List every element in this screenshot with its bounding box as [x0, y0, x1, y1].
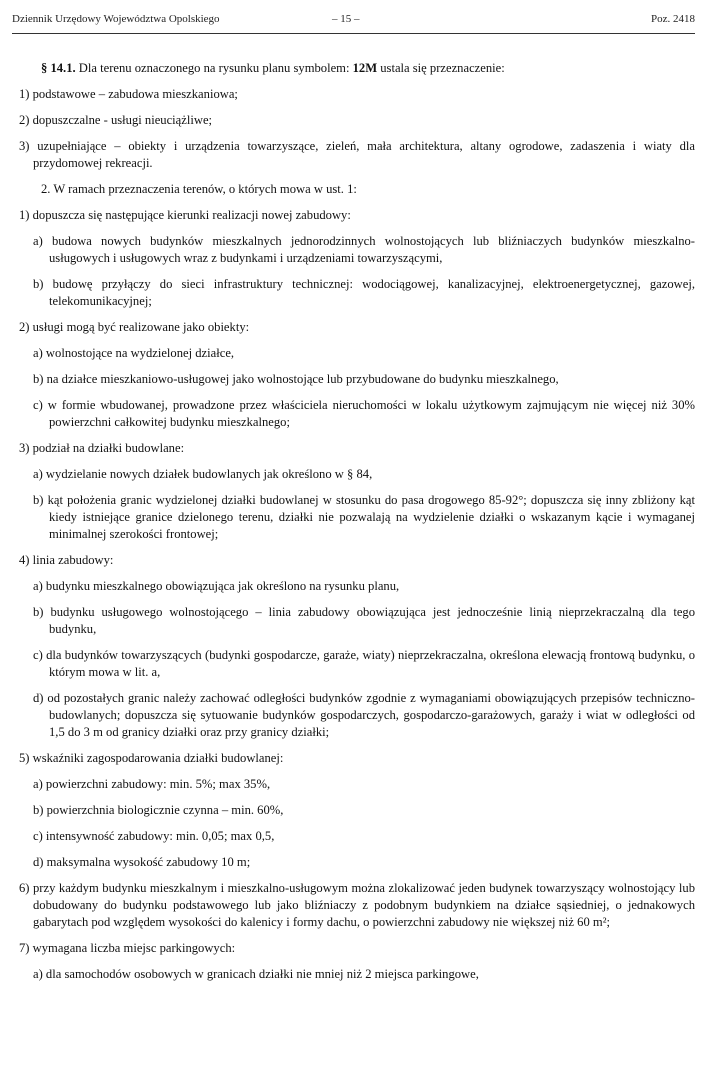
sub-item: a) wolnostojące na wydzielonej działce, — [33, 346, 235, 360]
intro-text-end: ustala się przeznaczenie: — [377, 61, 505, 75]
sub-item: b) kąt położenia granic wydzielonej działki budowlanej w stosunku do pasa drogowego 85-92°; dopuszcza się inny zbliżony kąt kiedy istniejące granice dzielonego terenu, działki nie pozwalają na wydzielenie działki o wskazanym kącie i wymaganej minimalnej szerokości frontowej; — [33, 493, 695, 541]
page-number: – 15 – — [332, 13, 360, 25]
intro-text: Dla terenu oznaczonego na rysunku planu symbolem: — [75, 61, 353, 75]
list-item: 6) przy każdym budynku mieszkalnym i mieszkalno-usługowym można zlokalizować jeden budynek towarzyszący wolnostojący lub dobudowany do budynku podstawowego lub jako bliźniaczy z podobnym budynkiem na działce sąsiedniej, o jednakowych gabarytach pod względem wysokości do kalenicy i formy dachu, o powierzchni zabudowy nie większej niż 60 m²; — [19, 881, 695, 929]
list-item: 4) linia zabudowy: — [19, 553, 114, 567]
list-item: 2) usługi mogą być realizowane jako obiekty: — [19, 320, 250, 334]
paragraph-14-1 — [19, 60, 695, 77]
sub-item: a) dla samochodów osobowych w granicach działki nie mniej niż 2 miejsca parkingowe, — [33, 967, 479, 981]
sub-item: a) wydzielanie nowych działek budowlanych jak określono w § 84, — [33, 467, 373, 481]
paragraph-14-2: 2. W ramach przeznaczenia terenów, o których mowa w ust. 1: — [41, 182, 357, 196]
list-item: 1) dopuszcza się następujące kierunki realizacji nowej zabudowy: — [19, 208, 351, 222]
page-header — [12, 13, 695, 27]
list-item: 3) uzupełniające – obiekty i urządzenia towarzyszące, zieleń, mała architektura, altany ogrodowe, zadaszenia i wiaty dla przydomowej rekreacji. — [19, 139, 695, 170]
sub-item: b) na działce mieszkaniowo-usługowej jako wolnostojące lub przybudowane do budynku mieszkalnego, — [33, 372, 559, 386]
sub-item: c) w formie wbudowanej, prowadzone przez właściciela nieruchomości w lokalu użytkowym zajmującym nie więcej niż 30% powierzchni całkowitej budynku mieszkalnego; — [33, 398, 695, 429]
journal-title: Dziennik Urzędowy Województwa Opolskiego — [12, 13, 220, 25]
sub-item: a) budowa nowych budynków mieszkalnych jednorodzinnych wolnostojących lub bliźniaczych budynków mieszkalno-usługowych i usługowych wraz z budynkami i urządzeniami towarzyszącymi, — [33, 234, 695, 265]
list-item: 3) podział na działki budowlane: — [19, 441, 185, 455]
sub-item: c) dla budynków towarzyszących (budynki gospodarcze, garaże, wiaty) nieprzekraczalna, określona elewacją frontową budynku, o którym mowa w lit. a, — [33, 648, 695, 679]
list-item: 5) wskaźniki zagospodarowania działki budowlanej: — [19, 751, 284, 765]
sub-item: c) intensywność zabudowy: min. 0,05; max 0,5, — [33, 829, 275, 843]
list-item: 7) wymagana liczba miejsc parkingowych: — [19, 941, 236, 955]
sub-item: d) od pozostałych granic należy zachować odległości budynków zgodnie z wymaganiami obowiązujących przepisów techniczno-budowlanych; dopuszcza się sytuowanie budynków gospodarczych, gospodarczo-garażowych, garaży i wiat w odległości od 1,5 do 3 m od granicy działki oraz przy granicy działki; — [33, 691, 695, 739]
list-item: 1) podstawowe – zabudowa mieszkaniowa; — [19, 87, 238, 101]
header-rule — [12, 33, 695, 34]
position-number: Poz. 2418 — [651, 13, 695, 25]
section-number: § 14.1. — [41, 61, 76, 75]
sub-item: a) budynku mieszkalnego obowiązująca jak określono na rysunku planu, — [33, 579, 400, 593]
list-item: 2) dopuszczalne - usługi nieuciążliwe; — [19, 113, 213, 127]
zone-symbol: 12M — [352, 61, 378, 75]
sub-item: a) powierzchni zabudowy: min. 5%; max 35%, — [33, 777, 271, 791]
sub-item: b) budowę przyłączy do sieci infrastruktury technicznej: wodociągowej, kanalizacyjnej, elektroenergetycznej, gazowej, telekomunikacyjnej; — [33, 277, 695, 308]
document-body — [19, 60, 695, 992]
sub-item: b) budynku usługowego wolnostojącego – linia zabudowy obowiązująca jest jednocześnie linią nieprzekraczalną dla tego budynku, — [33, 605, 695, 636]
sub-item: d) maksymalna wysokość zabudowy 10 m; — [33, 855, 251, 869]
sub-item: b) powierzchnia biologicznie czynna – min. 60%, — [33, 803, 284, 817]
